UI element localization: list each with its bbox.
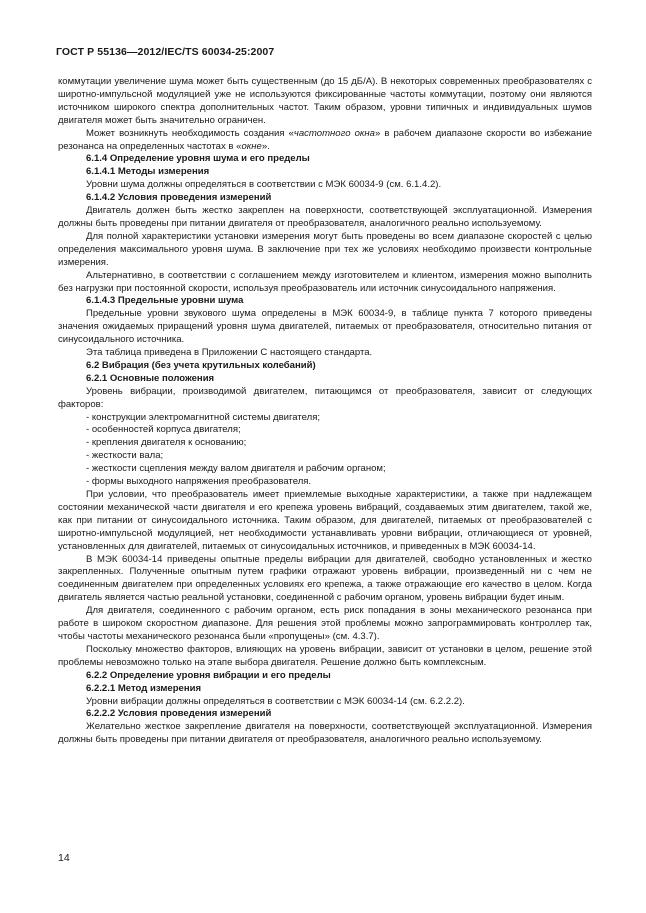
section-heading: 6.1.4.2 Условия проведения измерений bbox=[86, 192, 272, 204]
page-number: 14 bbox=[58, 852, 70, 864]
section-heading: 6.1.4.3 Предельные уровни шума bbox=[86, 295, 244, 307]
paragraph: Альтернативно, в соответствии с соглашением между изготовителем и клиентом, измерения можно выполнить без нагрузки при постоянной скорости, используя преобразователь или источник синусоидального напряжения. bbox=[58, 269, 592, 294]
paragraph: Двигатель должен быть жестко закреплен на поверхности, соответствующей эксплуатационной. Измерения должны быть проведены при питании двигателя от преобразователя, аналогичного реально используемому. bbox=[58, 205, 592, 229]
paragraph: Поскольку множество факторов, влияющих на уровень вибрации, зависит от установки в целом, решение этой проблемы невозможно только на этапе выбора двигателя. Решение должно быть комплексным. bbox=[58, 643, 592, 668]
paragraph: При условии, что преобразователь имеет приемлемые выходные характеристики, а также при надлежащем состоянии механической части двигателя и его крепежа уровень вибраций, создаваемых этим двигателем, такой же, как при питании от синусоидального источника. Таким образом, для двигателей, питаемых от преобразователей с широтно-импульсной модуляцией, нет необходимости устанавливать уровни вибрации, отличающиеся от уровней, установленных для двигателей, питаемых от синусоидальных источников, и приведенных в МЭК 60034-14. bbox=[58, 489, 592, 552]
list-item: - формы выходного напряжения преобразователя. bbox=[86, 476, 312, 488]
document-body bbox=[58, 76, 592, 747]
paragraph: коммутации увеличение шума может быть существенным (до 15 дБ/А). В некоторых современных преобразователях с широтно-импульсной модуляцией уже не используются фиксированные частоты коммутации, поэтому они являются источником широкого спектра дополнительных частот. Таким образом, уровни типичных и индивидуальных шумов двигателя может быть значительно ограничен. bbox=[58, 76, 592, 126]
paragraph: Предельные уровни звукового шума определены в МЭК 60034-9, в таблице пункта 7 которого приведены значения ожидаемых приращений уровня шума двигателей, питаемых от преобразователя, относительно питания от синусоидального источника. bbox=[58, 308, 592, 346]
section-heading: 6.2.1 Основные положения bbox=[86, 372, 215, 384]
list-item: - особенностей корпуса двигателя; bbox=[86, 424, 241, 436]
emphasis: окне bbox=[241, 140, 262, 152]
section-heading: 6.2.2.2 Условия проведения измерений bbox=[86, 708, 272, 720]
section-heading: 6.2 Вибрация (без учета крутильных колебаний) bbox=[86, 359, 316, 371]
paragraph: Уровень вибрации, производимой двигателем, питающимся от преобразователя, зависит от следующих факторов: bbox=[58, 385, 592, 410]
section-heading: 6.1.4 Определение уровня шума и его пределы bbox=[86, 153, 310, 165]
section-heading: 6.2.2.1 Метод измерения bbox=[86, 682, 202, 694]
list-item: - конструкции электромагнитной системы двигателя; bbox=[86, 411, 321, 423]
section-heading: 6.1.4.1 Методы измерения bbox=[86, 166, 210, 178]
section-heading: 6.2.2 Определение уровня вибрации и его пределы bbox=[86, 669, 331, 681]
paragraph: Для полной характеристики установки измерения могут быть проведены во всем диапазоне скоростей с целью определения максимального уровня шума. В заключение при тех же условиях необходимо произвести контрольные измерения. bbox=[58, 230, 592, 268]
emphasis: частотного окна bbox=[293, 127, 375, 139]
list-item: - жесткости вала; bbox=[86, 450, 164, 462]
list-item: - жесткости сцепления между валом двигателя и рабочим органом; bbox=[86, 463, 386, 475]
paragraph: Может возникнуть необходимость создания «частотного окна» в рабочем диапазоне скорости во избежание резонанса на определенных частотах в «окне». bbox=[58, 127, 593, 152]
paragraph: В МЭК 60034-14 приведены опытные пределы вибрации для двигателей, свободно установленных и жестко закрепленных. Полученные опытным путем графики отражают уровень вибрации, произведенный ни с чем не соединенным двигателем при определенных условиях его крепежа, а также отражающие его качество в целом. Когда двигатель является частью реальной установки, соединенной с рабочим органом, уровень вибрации будет иным. bbox=[58, 553, 592, 604]
list-item: - крепления двигателя к основанию; bbox=[86, 437, 247, 449]
paragraph: Для двигателя, соединенного с рабочим органом, есть риск попадания в зоны механического резонанса при работе в широком скоростном диапазоне. Для решения этой проблемы можно запрограммировать контроллер так, чтобы частоты механического резонанса были «пропущены» (см. 4.3.7). bbox=[58, 605, 592, 642]
paragraph: Желательно жесткое закрепление двигателя на поверхности, соответствующей эксплуатационной. Измерения должны быть проведены при питании двигателя от преобразователя, аналогичного реально используемому. bbox=[58, 721, 592, 746]
paragraph: Уровни вибрации должны определяться в соответствии с МЭК 60034-14 (см. 6.2.2.2). bbox=[86, 695, 465, 707]
paragraph: Эта таблица приведена в Приложении С настоящего стандарта. bbox=[86, 347, 373, 359]
paragraph: Уровни шума должны определяться в соответствии с МЭК 60034-9 (см. 6.1.4.2). bbox=[86, 179, 442, 191]
page-header: ГОСТ Р 55136—2012/IEC/TS 60034-25:2007 bbox=[56, 46, 275, 58]
